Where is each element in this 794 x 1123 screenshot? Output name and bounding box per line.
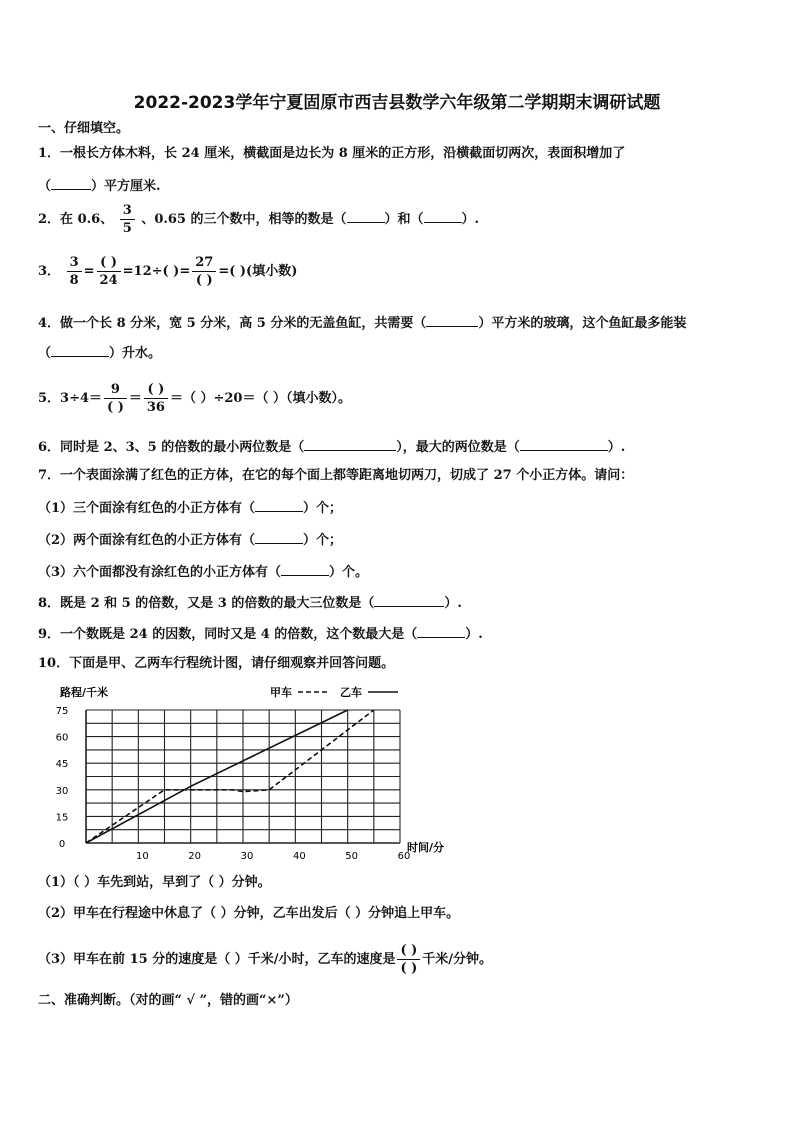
y-tick-label: 15 [55,812,69,824]
q7-blank-3[interactable] [281,562,329,576]
q3-end: =( )(填小数) [218,264,298,279]
q4-open: （ [38,346,52,361]
q7-s1-pre: （1）三个面涂有红色的小正方体有（ [38,501,256,516]
y-tick-labels [56,706,69,850]
q5-fraction-2 [144,381,168,416]
q1-answer-blank[interactable] [51,176,91,190]
q2-fraction [120,202,135,237]
question-10-part-1: （1）（ ）车先到站，早到了（ ）分钟。 [38,875,271,890]
x-tick-label: 50 [345,851,359,862]
q8-post: ）. [444,596,462,611]
question-9 [38,624,483,644]
q4-blank-1[interactable] [426,313,478,327]
q2-frac-num: 3 [120,202,135,220]
question-1-line-2 [38,176,161,196]
question-6 [38,437,625,457]
question-5 [38,381,351,416]
q10-s3-num[interactable]: ( ) [397,942,420,960]
q5-fraction-1 [104,381,127,416]
q3-f2-den: 24 [99,273,118,288]
q10-s3-fraction [397,942,420,977]
y-tick-label: 75 [55,706,69,717]
question-10-part-3 [38,942,492,977]
x-tick-label: 10 [135,851,149,862]
x-tick-label: 20 [188,851,202,862]
q6-blank-1[interactable] [304,437,396,451]
q9-blank[interactable] [417,624,465,638]
q2-pre: 2．在 0.6、 [38,212,114,227]
section-1-heading: 一、仔细填空。 [38,121,130,136]
q3-f2-num[interactable]: ( ) [97,254,121,272]
question-2 [38,202,479,237]
question-7-part-2 [38,530,342,550]
q3-fraction-3 [192,254,216,289]
y-tick-label: 30 [55,785,69,797]
q2-frac-den: 5 [122,221,132,236]
q2-post: 、0.65 的三个数中，相等的数是（ [141,212,347,227]
q7-s3-post: ）个。 [329,565,369,580]
q3-label: 3． [38,264,61,279]
y-tick-label: 0 [58,839,66,850]
question-7-part-1 [38,498,342,518]
legend-label: 甲车 [270,686,292,699]
q4-pre: 4．做一个长 8 分米，宽 5 分米，高 5 分米的无盖鱼缸，共需要（ [38,316,427,331]
q2-mid: ）和（ [384,212,424,227]
q3-f3-num: 27 [192,254,216,272]
q6-end: ）. [607,440,626,455]
chart-legend [270,685,398,699]
q7-blank-1[interactable] [255,498,303,512]
q4-close: ）升水。 [109,346,162,361]
question-3 [38,254,297,289]
legend-label: 乙车 [340,686,362,699]
q7-s3-pre: （3）六个面都没有涂红色的小正方体有（ [38,565,282,580]
q2-blank-2[interactable] [424,209,462,223]
q5-pre: 5．3÷4＝ [38,391,103,406]
x-tick-label: 60 [397,851,411,862]
chart-grid [86,710,400,843]
q3-fraction-1 [67,254,82,289]
q5-f2-num[interactable]: ( ) [144,381,168,399]
q6-pre: 6．同时是 2、3、5 的倍数的最小两位数是（ [38,440,305,455]
question-7-part-3 [38,562,368,582]
question-8 [38,593,462,613]
x-axis-label: 时间/分 [407,841,445,854]
question-10-part-2: （2）甲车在行程途中休息了（ ）分钟，乙车出发后（ ）分钟追上甲车。 [38,906,460,921]
q6-mid: ），最大的两位数是（ [396,440,520,455]
y-tick-label: 45 [55,759,69,771]
q3-fraction-2 [97,254,121,289]
q3-mid: =12÷( )= [122,264,191,279]
q8-pre: 8．既是 2 和 5 的倍数，又是 3 的倍数的最大三位数是（ [38,596,375,611]
x-tick-labels [136,851,410,862]
q3-f3-den[interactable]: ( ) [195,273,213,288]
q7-s2-post: ）个； [303,533,343,548]
q7-blank-2[interactable] [255,530,303,544]
q2-blank-1[interactable] [347,209,385,223]
x-tick-label: 40 [292,851,306,862]
q6-blank-2[interactable] [520,437,608,451]
section-2-heading: 二、准确判断。（对的画“ √ ”，错的画“×”） [38,993,298,1008]
q7-s2-pre: （2）两个面涂有红色的小正方体有（ [38,533,256,548]
y-axis-label: 路程/千米 [60,686,109,699]
y-tick-label: 60 [55,732,69,744]
q5-f1-den[interactable]: ( ) [107,400,124,415]
q9-pre: 9．一个数既是 24 的因数，同时又是 4 的倍数，这个数最大是（ [38,627,418,642]
q8-blank[interactable] [374,593,444,607]
q10-s3-den[interactable]: ( ) [400,961,418,976]
q4-blank-2[interactable] [51,343,109,357]
q1-open: （ [38,179,52,194]
x-tick-label: 30 [240,851,254,862]
q3-f1-num: 3 [67,254,82,272]
question-4-line-1 [38,313,686,333]
question-4-line-2 [38,343,161,363]
travel-line-chart [40,680,470,870]
question-10: 10．下面是甲、乙两车行程统计图，请仔细观察并回答问题。 [38,656,395,671]
q4-post: ）平方米的玻璃，这个鱼缸最多能装 [478,316,687,331]
question-1-line-1: 1．一根长方体木料，长 24 厘米，横截面是边长为 8 厘米的正方形，沿横截面切两次，表面积增加了 [38,146,626,161]
q10-s3-pre: （3）甲车在前 15 分的速度是（ ）千米/小时，乙车的速度是 [38,952,396,967]
q5-equals: ＝ [128,391,142,406]
q3-equals: = [83,264,95,279]
q5-f1-num: 9 [104,381,127,399]
q10-s3-post: 千米/分钟。 [422,952,493,967]
q9-post: ）. [465,627,483,642]
paper-title: 2022-2023学年宁夏固原市西吉县数学六年级第二学期期末调研试题 [133,93,661,113]
q7-s1-post: ）个； [303,501,343,516]
q5-post: ＝（ ）÷20＝（ ）（填小数）。 [169,391,352,406]
q3-f1-den: 8 [69,273,79,288]
q2-end: ）. [461,212,480,227]
q1-close: ）平方厘米. [91,179,161,194]
q5-f2-den: 36 [146,400,165,415]
question-7: 7．一个表面涂满了红色的正方体，在它的每个面上都等距离地切两刀，切成了 27 个小正方体。请问： [38,468,634,483]
